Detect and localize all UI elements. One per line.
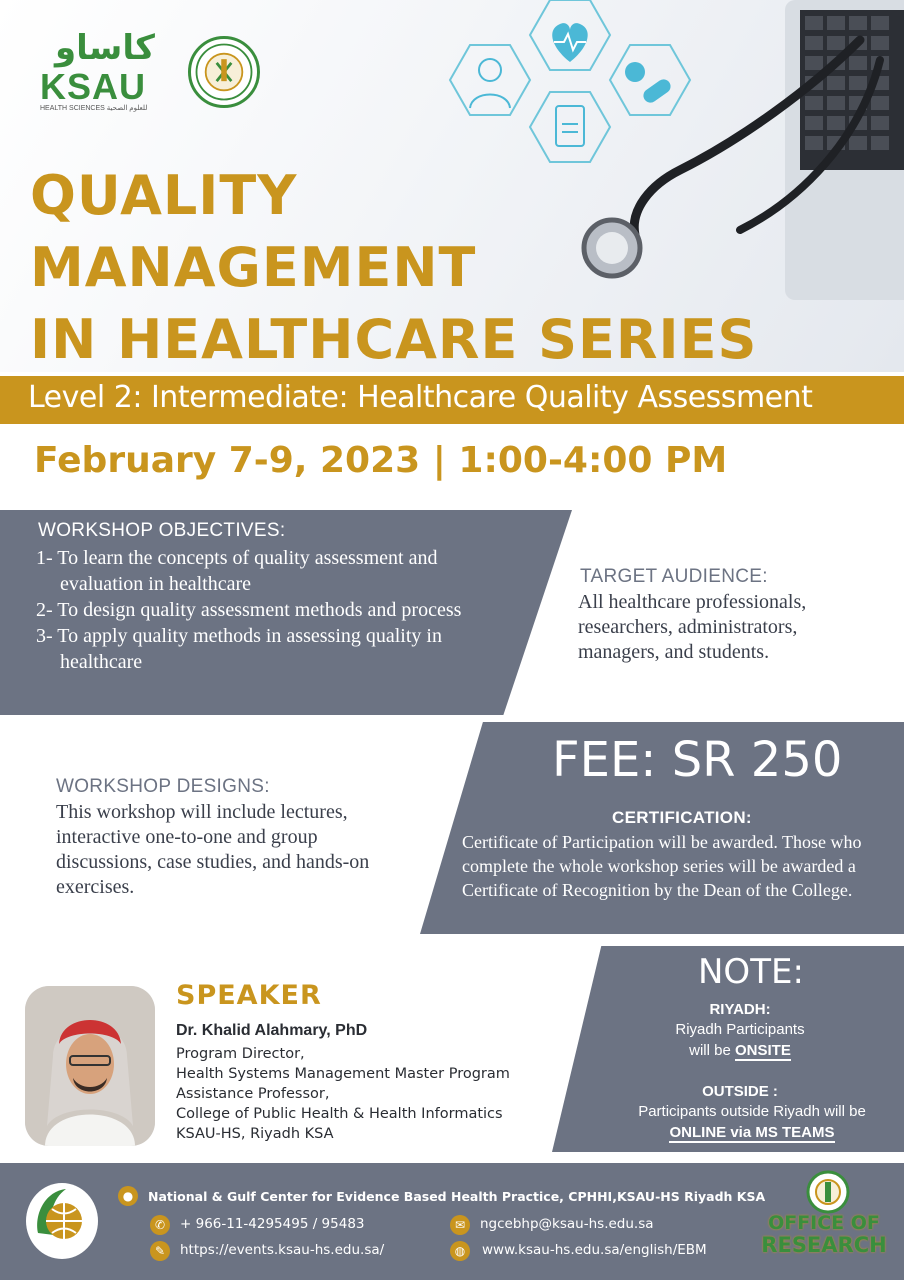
audience-text: All healthcare professionals, researchers, administrators, managers, and students. [578,591,807,663]
location-icon: ● [118,1186,138,1206]
event-date: February 7-9, 2023 | 1:00-4:00 PM [34,440,728,481]
speaker-line: KSAU-HS, Riyadh KSA [176,1126,334,1142]
speaker-name: Dr. Khalid Alahmary, PhD [176,1022,368,1039]
speaker-line: Health Systems Management Master Program [176,1066,510,1082]
title-line: QUALITY [30,164,298,227]
globe-icon: ◍ [450,1241,470,1261]
list-item: 1- To learn the concepts of quality assessment and evaluation in healthcare [36,547,438,595]
designs-heading: WORKSHOP DESIGNS: [56,776,270,797]
outside-line: Participants outside Riyadh will be [638,1103,866,1120]
email-icon: ✉ [450,1215,470,1235]
speaker-line: Program Director, [176,1046,305,1062]
footer-events-link[interactable]: https://events.ksau-hs.edu.sa/ [180,1242,385,1258]
speaker-details [176,1044,556,1144]
office-line: OFFICE OF [768,1212,880,1234]
university-seal-icon [188,36,260,108]
page-title [30,160,890,376]
pencil-icon: ✎ [150,1241,170,1261]
speaker-photo [25,986,155,1146]
footer-phone: + 966-11-4295495 / 95483 [180,1216,365,1232]
title-line: IN HEALTHCARE SERIES [30,308,758,371]
objectives-heading: WORKSHOP OBJECTIVES: [38,520,286,541]
speaker-line: Assistance Professor, [176,1086,330,1102]
objectives-list [36,545,516,675]
list-item: 3- To apply quality methods in assessing quality in healthcare [36,625,442,673]
cphhi-globe-icon [26,1183,98,1259]
level-text: Level 2: Intermediate: Healthcare Quality Assessment [28,380,813,415]
footer-center: National & Gulf Center for Evidence Based Health Practice, CPHHI,KSAU-HS Riyadh KSA [148,1189,766,1204]
riyadh-prefix: will be [689,1042,735,1059]
outside-mode-line [582,1123,904,1143]
designs-text: This workshop will include lectures, interactive one-to-one and group discussions, case studies, and hands-on exercises. [56,801,370,898]
riyadh-label: RIYADH: [709,1001,771,1018]
certification-text: Certificate of Participation will be awarded. Those who complete the whole workshop series will be awarded a Certificate of Recognition by the Dean of the College. [462,832,862,900]
audience-heading: TARGET AUDIENCE: [580,566,768,587]
office-line: RESEARCH [761,1233,887,1257]
brand-subtitle: HEALTH SCIENCES للعلوم الصحية [40,105,148,112]
speaker-heading: SPEAKER [176,980,322,1011]
riyadh-mode: ONSITE [735,1042,791,1059]
fee-amount: FEE: SR 250 [552,732,843,788]
office-of-research-text [758,1212,890,1256]
riyadh-line: Riyadh Participants [675,1021,805,1038]
speaker-line: College of Public Health & Health Informatics [176,1106,503,1122]
title-line: MANAGEMENT [30,236,477,299]
phone-icon: ✆ [150,1215,170,1235]
list-item: 2- To design quality assessment methods and process [36,599,462,621]
note-heading: NOTE: [698,952,804,992]
outside-mode: ONLINE via MS TEAMS [669,1124,835,1141]
brand-arabic: كاساو [55,28,155,68]
certification-heading: CERTIFICATION: [612,808,752,827]
footer-email[interactable]: ngcebhp@ksau-hs.edu.sa [480,1216,654,1232]
brand-logo-text: KSAU [40,66,147,107]
footer-website-link[interactable]: www.ksau-hs.edu.sa/english/EBM [482,1242,707,1258]
riyadh-mode-line [570,1041,904,1061]
outside-label: OUTSIDE : [702,1083,778,1100]
